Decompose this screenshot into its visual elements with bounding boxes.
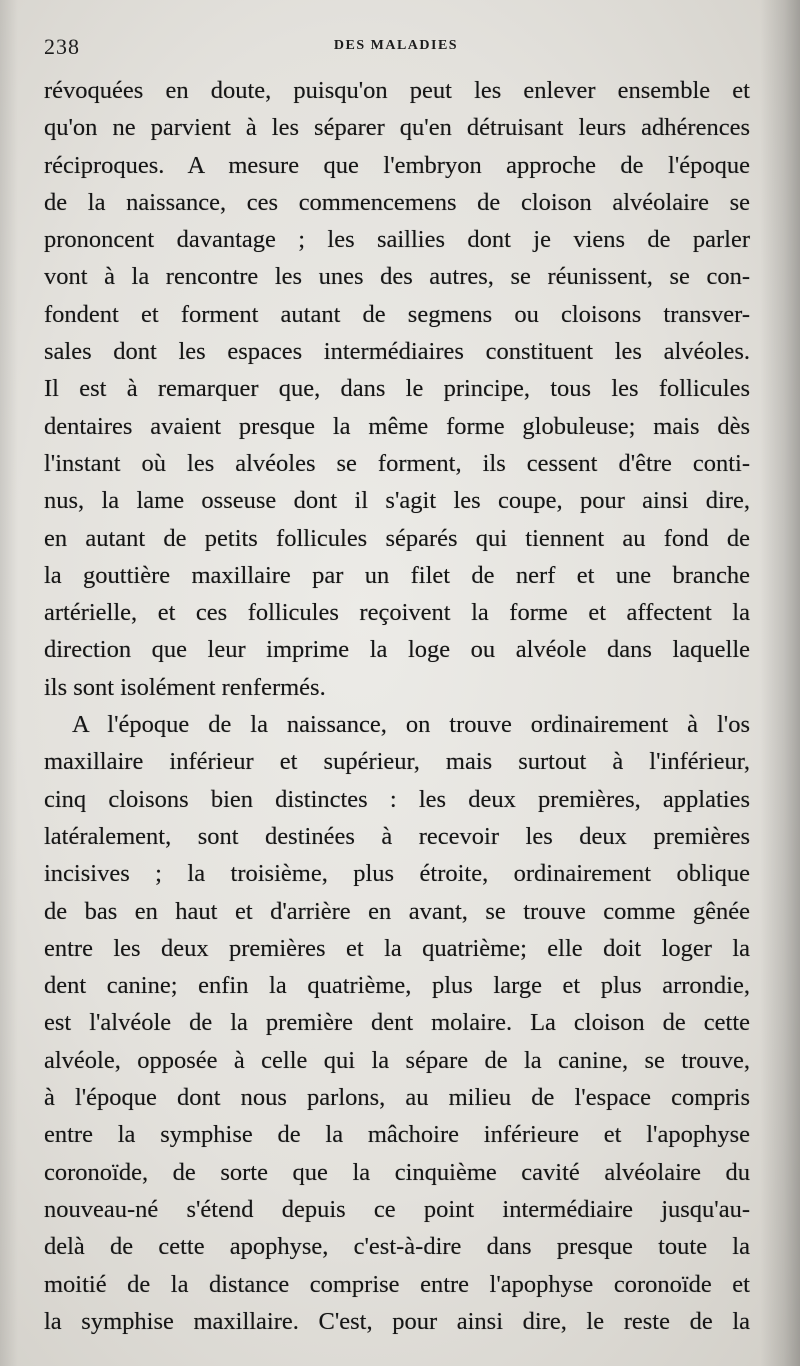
text-line: Il est à remarquer que, dans le principe, tous les follicules xyxy=(44,375,750,403)
text-line: entre la symphise de la mâchoire inférieure et l'apophyse xyxy=(44,1121,750,1149)
text-line: dent canine; enfin la quatrième, plus large et plus arrondie, xyxy=(44,972,750,1000)
text-line: direction que leur imprime la loge ou alvéole dans laquelle xyxy=(44,636,750,664)
text-line: qu'on ne parvient à les séparer qu'en détruisant leurs adhérences xyxy=(44,114,750,142)
text-line: incisives ; la troisième, plus étroite, ordinairement oblique xyxy=(44,860,750,888)
page-gutter-shadow xyxy=(760,0,800,1366)
text-line: latéralement, sont destinées à recevoir les deux premières xyxy=(44,822,750,850)
text-line: de bas en haut et d'arrière en avant, se trouve comme gênée xyxy=(44,897,750,925)
text-line: prononcent davantage ; les saillies dont je viens de parler xyxy=(44,226,750,254)
text-line: nouveau-né s'étend depuis ce point intermédiaire jusqu'au- xyxy=(44,1195,750,1223)
text-line: dentaires avaient presque la même forme globuleuse; mais dès xyxy=(44,412,750,440)
text-line: vont à la rencontre les unes des autres, se réunissent, se con- xyxy=(44,263,750,291)
text-line: nus, la lame osseuse dont il s'agit les coupe, pour ainsi dire, xyxy=(44,487,750,515)
text-line: coronoïde, de sorte que la cinquième cavité alvéolaire du xyxy=(44,1158,750,1186)
page-edge-shadow-left xyxy=(0,0,18,1366)
text-line: maxillaire inférieur et supérieur, mais surtout à l'inférieur, xyxy=(44,748,750,776)
paragraph-1 xyxy=(44,72,750,706)
text-line: artérielle, et ces follicules reçoivent la forme et affectent la xyxy=(44,599,750,627)
text-line: sales dont les espaces intermédiaires constituent les alvéoles. xyxy=(44,338,750,366)
text-line: révoquées en doute, puisqu'on peut les enlever ensemble et xyxy=(44,77,750,104)
text-line: delà de cette apophyse, c'est-à-dire dans presque toute la xyxy=(44,1233,750,1261)
text-line: entre les deux premières et la quatrième; elle doit loger la xyxy=(44,934,750,962)
running-head: DES MALADIES xyxy=(333,38,459,53)
paragraph-2 xyxy=(44,706,750,1340)
text-line: en autant de petits follicules séparés qui tiennent au fond de xyxy=(44,524,750,552)
text-line: est l'alvéole de la première dent molaire. La cloison de cette xyxy=(44,1009,750,1037)
text-line: l'instant où les alvéoles se forment, ils cessent d'être conti- xyxy=(44,449,750,477)
text-line: la symphise maxillaire. C'est, pour ainsi dire, le reste de la xyxy=(44,1307,750,1335)
text-line: cinq cloisons bien distinctes : les deux premières, applaties xyxy=(44,785,750,813)
text-line: à l'époque dont nous parlons, au milieu de l'espace compris xyxy=(44,1084,750,1112)
page-header xyxy=(44,34,748,64)
text-line: de la naissance, ces commencemens de cloison alvéolaire se xyxy=(44,188,750,216)
text-line: réciproques. A mesure que l'embryon approche de l'époque xyxy=(44,151,750,179)
text-line: moitié de la distance comprise entre l'apophyse coronoïde et xyxy=(44,1270,750,1298)
text-line: A l'époque de la naissance, on trouve ordinairement à l'os xyxy=(72,711,750,739)
text-line: la gouttière maxillaire par un filet de nerf et une branche xyxy=(44,561,750,589)
text-line: alvéole, opposée à celle qui la sépare de la canine, se trouve, xyxy=(44,1046,750,1074)
text-line: fondent et forment autant de segmens ou cloisons transver- xyxy=(44,300,750,328)
page-number: 238 xyxy=(44,34,80,59)
text-line: ils sont isolément renfermés. xyxy=(44,673,326,701)
body-text xyxy=(44,72,750,1340)
